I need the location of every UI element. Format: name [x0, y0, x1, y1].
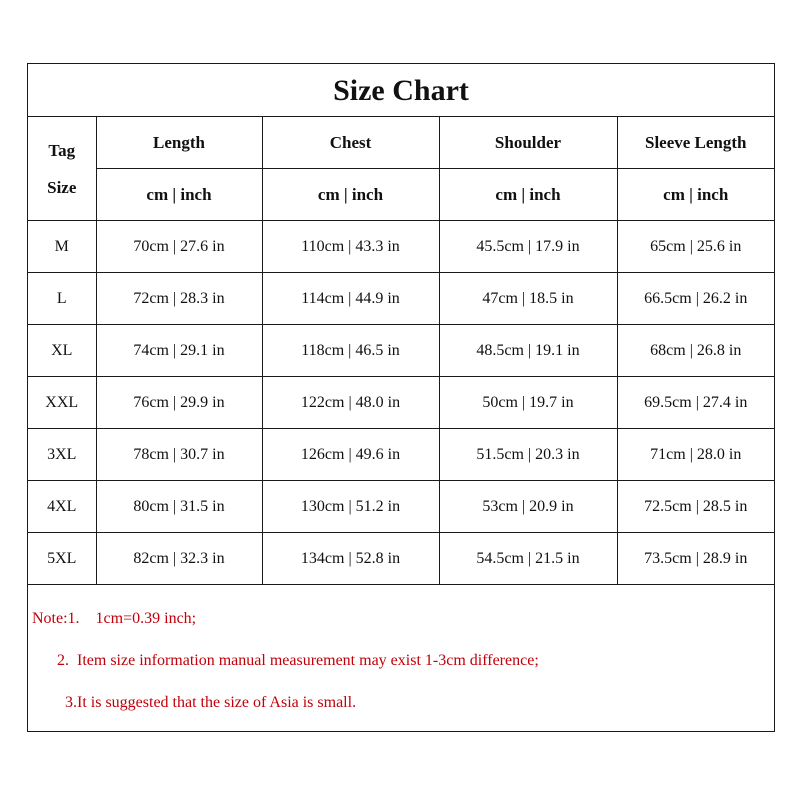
length-cell: 72cm | 28.3 in	[96, 273, 262, 325]
shoulder-cell: 54.5cm | 21.5 in	[439, 533, 617, 585]
size-cell: 3XL	[28, 429, 96, 481]
column-header-length: Length	[96, 117, 262, 169]
shoulder-cell: 48.5cm | 19.1 in	[439, 325, 617, 377]
table-row	[28, 429, 774, 481]
header-row-names	[28, 117, 774, 169]
length-cell: 74cm | 29.1 in	[96, 325, 262, 377]
table-row	[28, 533, 774, 585]
notes-section	[28, 588, 774, 731]
table-row	[28, 481, 774, 533]
size-cell: M	[28, 221, 96, 273]
table-row	[28, 273, 774, 325]
length-cell: 82cm | 32.3 in	[96, 533, 262, 585]
sleeve-length-cell: 71cm | 28.0 in	[617, 429, 774, 481]
note-line-2: 2. Item size information manual measurement may exist 1-3cm difference;	[57, 652, 539, 669]
sleeve-length-cell: 73.5cm | 28.9 in	[617, 533, 774, 585]
shoulder-cell: 51.5cm | 20.3 in	[439, 429, 617, 481]
unit-header-sleeve-length: cm | inch	[617, 169, 774, 221]
table-row	[28, 221, 774, 273]
shoulder-cell: 47cm | 18.5 in	[439, 273, 617, 325]
chart-title: Size Chart	[28, 64, 774, 117]
size-cell: XL	[28, 325, 96, 377]
chest-cell: 126cm | 49.6 in	[262, 429, 439, 481]
chest-cell: 110cm | 43.3 in	[262, 221, 439, 273]
table-row	[28, 325, 774, 377]
sleeve-length-cell: 66.5cm | 26.2 in	[617, 273, 774, 325]
note-line-3: 3.It is suggested that the size of Asia is small.	[65, 694, 357, 711]
size-cell: XXL	[28, 377, 96, 429]
chest-cell: 122cm | 48.0 in	[262, 377, 439, 429]
chest-cell: 118cm | 46.5 in	[262, 325, 439, 377]
size-table	[28, 117, 774, 585]
table-row	[28, 377, 774, 429]
size-cell: L	[28, 273, 96, 325]
chest-cell: 130cm | 51.2 in	[262, 481, 439, 533]
size-chart	[27, 63, 775, 732]
column-header-shoulder: Shoulder	[439, 117, 617, 169]
sleeve-length-cell: 68cm | 26.8 in	[617, 325, 774, 377]
header-row-units	[28, 169, 774, 221]
sleeve-length-cell: 72.5cm | 28.5 in	[617, 481, 774, 533]
size-cell: 4XL	[28, 481, 96, 533]
length-cell: 78cm | 30.7 in	[96, 429, 262, 481]
sleeve-length-cell: 69.5cm | 27.4 in	[617, 377, 774, 429]
chest-cell: 134cm | 52.8 in	[262, 533, 439, 585]
tag-size-header	[28, 117, 96, 221]
unit-header-shoulder: cm | inch	[439, 169, 617, 221]
sleeve-length-cell: 65cm | 25.6 in	[617, 221, 774, 273]
chest-cell: 114cm | 44.9 in	[262, 273, 439, 325]
shoulder-cell: 53cm | 20.9 in	[439, 481, 617, 533]
column-header-chest: Chest	[262, 117, 439, 169]
length-cell: 80cm | 31.5 in	[96, 481, 262, 533]
note-line-1: Note:1. 1cm=0.39 inch;	[32, 610, 197, 627]
unit-header-length: cm | inch	[96, 169, 262, 221]
unit-header-chest: cm | inch	[262, 169, 439, 221]
length-cell: 70cm | 27.6 in	[96, 221, 262, 273]
size-cell: 5XL	[28, 533, 96, 585]
size-label: Size	[47, 177, 77, 197]
length-cell: 76cm | 29.9 in	[96, 377, 262, 429]
shoulder-cell: 50cm | 19.7 in	[439, 377, 617, 429]
shoulder-cell: 45.5cm | 17.9 in	[439, 221, 617, 273]
column-header-sleeve-length: Sleeve Length	[617, 117, 774, 169]
tag-label: Tag	[48, 140, 76, 160]
